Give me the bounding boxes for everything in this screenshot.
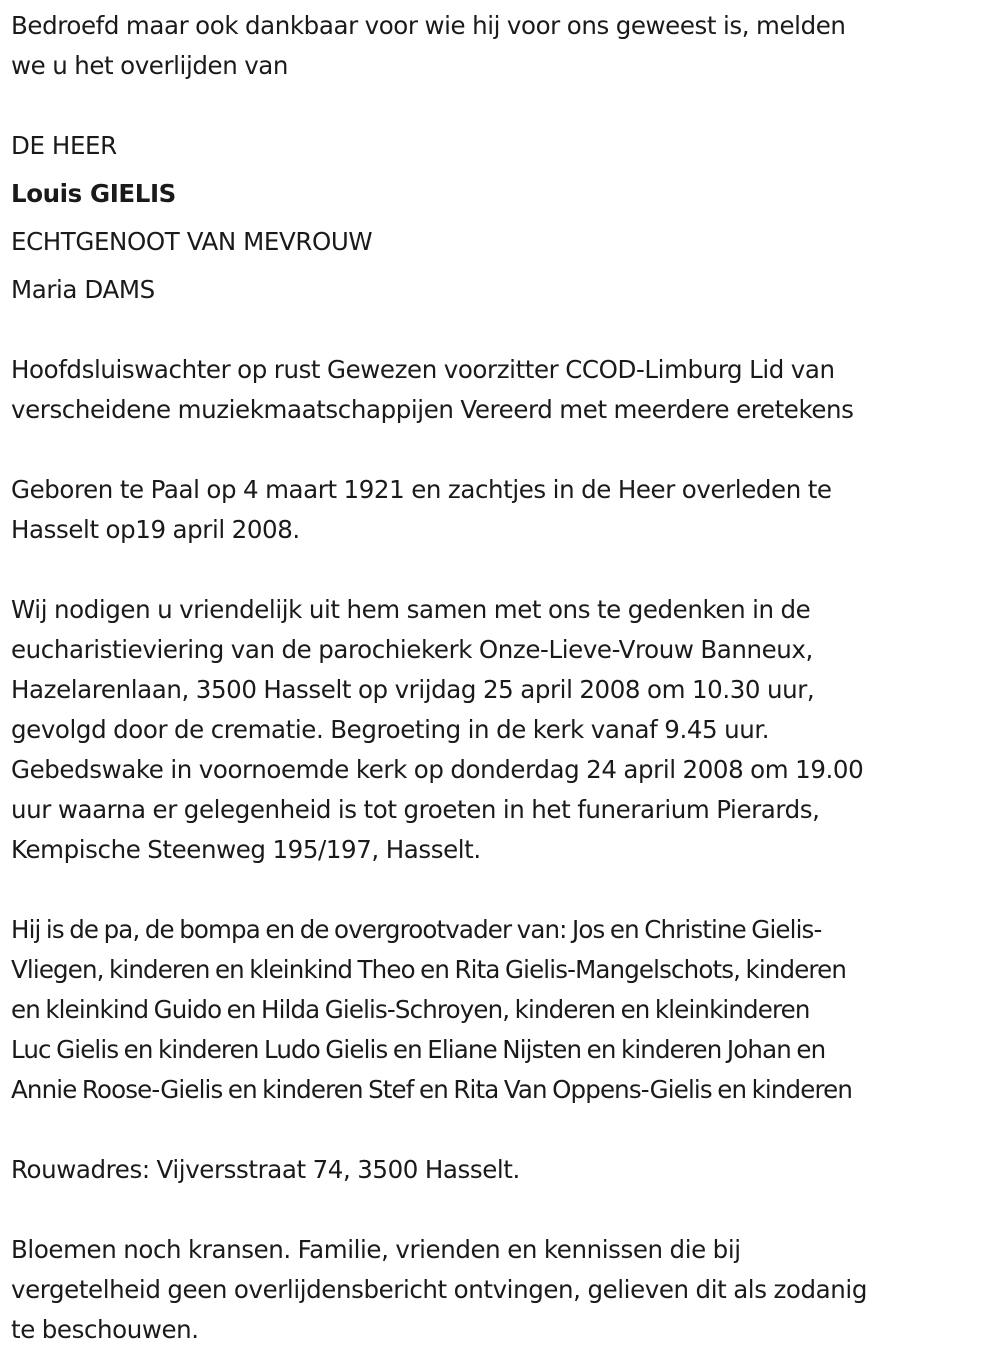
service-paragraph: Wij nodigen u vriendelijk uit hem samen met ons te gedenken in de eucharistieviering van de parochiekerk Onze-Lieve-Vrouw Banneux, Hazelarenlaan, 3500 Hasselt op vrijdag 25 april 2008 om 10.30 uur, gevolgd door de crematie. Begroeting in de kerk vanaf 9.45 uur. Gebedswake in voornoemde kerk op donderdag 24 april 2008 om 19.00 uur waarna er gelegenheid is tot groeten in het funerarium Pierards, Kempische Steenweg 195/197, Hasselt. [11, 595, 864, 864]
closing-paragraph: Bloemen noch kransen. Familie, vrienden en kennissen die bij vergetelheid geen overlijdensbericht ontvingen, gelieven dit als zodanig te beschouwen. [11, 1235, 867, 1344]
obituary-document [11, 6, 996, 1350]
spouse-label: ECHTGENOOT VAN MEVROUW [11, 227, 373, 256]
family-paragraph: Hij is de pa, de bompa en de overgrootvader van: Jos en Christine Gielis- Vliegen, kinderen en kleinkind Theo en Rita Gielis-Mangelschots, kinderen en kleinkind Guido en Hilda Gielis-Schroyen, kinderen en kleinkinderen Luc Gielis en kinderen Ludo Gielis en Eliane Nijsten en kinderen Johan en Annie Roose-Gielis en kinderen Stef en Rita Van Oppens-Gielis en kinderen [11, 915, 853, 1104]
intro-paragraph: Bedroefd maar ook dankbaar voor wie hij voor ons geweest is, melden we u het overlijden van [11, 11, 846, 80]
deceased-name: Louis GIELIS [11, 179, 176, 208]
birth-death-paragraph: Geboren te Paal op 4 maart 1921 en zachtjes in de Heer overleden te Hasselt op19 april 2008. [11, 475, 832, 544]
title-prefix: DE HEER [11, 131, 117, 160]
bio-paragraph: Hoofdsluiswachter op rust Gewezen voorzitter CCOD-Limburg Lid van verscheidene muziekmaatschappijen Vereerd met meerdere eretekens [11, 355, 854, 424]
spouse-name: Maria DAMS [11, 275, 155, 304]
address-paragraph: Rouwadres: Vijversstraat 74, 3500 Hasselt. [11, 1155, 520, 1184]
